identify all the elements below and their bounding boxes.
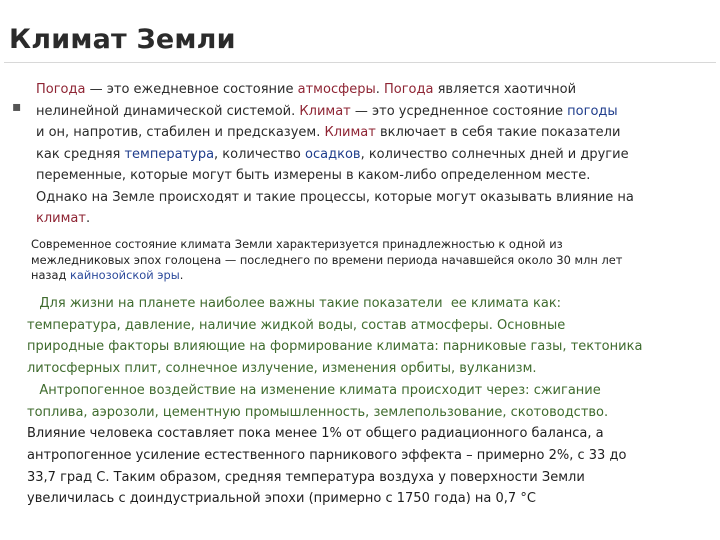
p3-line-8: антропогенное усиление естественного парникового эффекта – примерно 2%, с 33 до xyxy=(27,447,627,463)
link-climate[interactable]: Климат xyxy=(299,103,351,119)
p1-line-5: переменные, которые могут быть измерены в каком-либо определенном месте. xyxy=(36,168,591,183)
p1-line-1: Погода — это ежедневное состояние атмосферы. Погода является хаотичной xyxy=(36,82,577,97)
p2-line-1: Современное состояние климата Земли характеризуется принадлежностью к одной из xyxy=(31,237,563,251)
p1-line-3: и он, напротив, стабилен и предсказуем. Климат включает в себя такие показатели xyxy=(36,125,621,140)
link-climate-3[interactable]: климат xyxy=(36,211,86,226)
p3-line-2: температура, давление, наличие жидкой воды, состав атмосферы. Основные xyxy=(27,317,566,333)
p1-line-7: климат. xyxy=(36,211,91,226)
link-cenozoic-era[interactable]: кайнозойской эры xyxy=(69,268,180,283)
weather-climate-paragraph xyxy=(36,79,706,230)
holocene-paragraph xyxy=(31,237,711,284)
p3-line-4: литосферных плит, солнечное излучение, изменения орбиты, вулканизм. xyxy=(27,361,537,377)
p2-line-2: межледниковых эпох голоцена — последнего по времени периода начавшейся около 30 млн лет xyxy=(31,252,623,267)
p3-line-7: Влияние человека составляет пока менее 1% от общего радиационного баланса, а xyxy=(27,426,604,442)
link-atmosphere[interactable]: атмосферы xyxy=(297,82,376,97)
title-divider xyxy=(4,62,716,63)
p3-line-3: природные факторы влияющие на формирование климата: парниковые газы, тектоника xyxy=(27,339,643,355)
p3-line-1: Для жизни на планете наиболее важны такие показатели ее климата как: xyxy=(27,296,562,311)
p3-line-5: Антропогенное воздействие на изменение климата происходит через: сжигание xyxy=(27,382,601,398)
p1-line-6: Однако на Земле происходят и такие процессы, которые могут оказывать влияние на xyxy=(36,189,634,205)
p3-line-9: 33,7 град С. Таким образом, средняя температура воздуха у поверхности Земли xyxy=(27,469,585,485)
climate-factors-paragraph xyxy=(27,293,717,510)
p3-line-10: увеличилась с доиндустриальной эпохи (примерно с 1750 года) на 0,7 °С xyxy=(27,491,536,507)
link-weather-3[interactable]: погоды xyxy=(567,103,618,119)
link-climate-2[interactable]: Климат xyxy=(324,125,376,140)
bullet-marker: ▪ xyxy=(12,99,22,115)
link-weather[interactable]: Погода xyxy=(36,82,86,97)
p1-line-4: как средняя температура, количество осадков, количество солнечных дней и другие xyxy=(36,146,629,162)
link-temperature[interactable]: температура xyxy=(124,146,215,162)
p3-line-6: топлива, аэрозоли, цементную промышленность, землепользование, скотоводство. xyxy=(27,404,609,420)
page-title: Климат Земли xyxy=(9,24,236,55)
p1-line-2: нелинейной динамической системой. Климат — это усредненное состояние погоды xyxy=(36,103,618,119)
link-weather-2[interactable]: Погода xyxy=(383,82,434,97)
link-precipitation[interactable]: осадков xyxy=(305,146,361,162)
p2-line-3: назад кайнозойской эры. xyxy=(31,268,184,283)
